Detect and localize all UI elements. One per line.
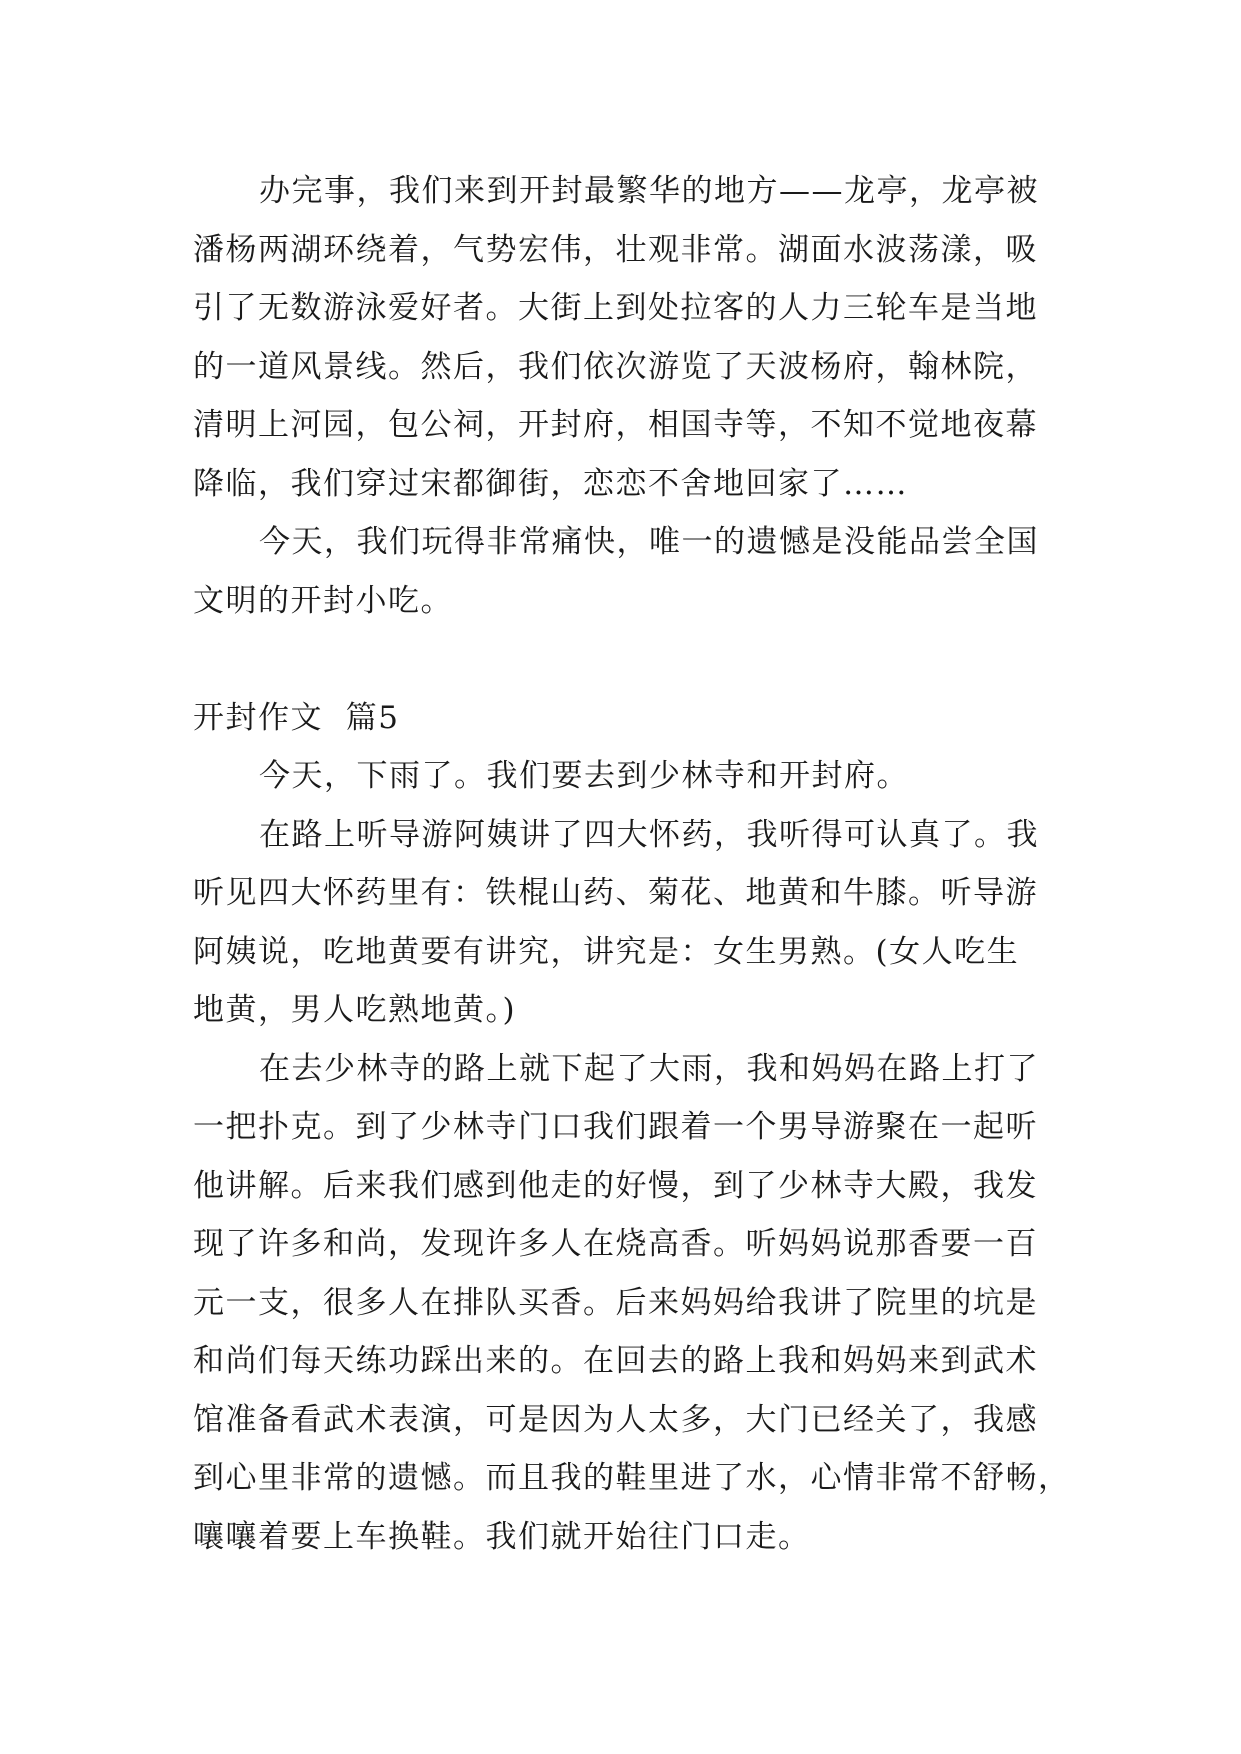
text-line: 文明的开封小吃。 — [193, 582, 453, 619]
document-page — [193, 162, 1071, 1566]
text-line: 地黄，男人吃熟地黄。) — [193, 992, 517, 1028]
text-line: 今天，下雨了。我们要去到少林寺和开封府。 — [259, 758, 909, 794]
text-line: 元一支，很多人在排队买香。后来妈妈给我讲了院里的坑是 — [193, 1284, 1038, 1321]
paragraph — [193, 513, 1053, 630]
text-line: 潘杨两湖环绕着，气势宏伟，壮观非常。湖面水波荡漾，吸 — [193, 231, 1038, 268]
text-line: 办完事，我们来到开封最繁华的地方——龙亭，龙亭被 — [259, 173, 1039, 209]
text-line: 嚷嚷着要上车换鞋。我们就开始往门口走。 — [193, 1518, 811, 1555]
text-line: 清明上河园，包公祠，开封府，相国寺等，不知不觉地夜幕 — [193, 407, 1038, 443]
essay-heading: 开封作文 篇5 — [193, 699, 400, 736]
text-line: 引了无数游泳爱好者。大街上到处拉客的人力三轮车是当地 — [193, 290, 1038, 326]
text-line: 在去少林寺的路上就下起了大雨，我和妈妈在路上打了 — [259, 1050, 1039, 1087]
paragraph — [193, 162, 1053, 513]
text-line: 今天，我们玩得非常痛快，唯一的遗憾是没能品尝全国 — [259, 524, 1039, 560]
paragraph — [193, 806, 1053, 1040]
text-line: 的一道风景线。然后，我们依次游览了天波杨府，翰林院， — [193, 348, 1038, 385]
paragraph — [193, 747, 1053, 806]
paragraph — [193, 1040, 1071, 1567]
text-line: 到心里非常的遗憾。而且我的鞋里进了水，心情非常不舒畅， — [193, 1460, 1071, 1496]
text-line: 降临，我们穿过宋都御街，恋恋不舍地回家了…… — [193, 465, 908, 502]
text-line: 一把扑克。到了少林寺门口我们跟着一个男导游聚在一起听 — [193, 1109, 1038, 1145]
text-line: 和尚们每天练功踩出来的。在回去的路上我和妈妈来到武术 — [193, 1343, 1038, 1379]
text-line: 阿姨说，吃地黄要有讲究，讲究是：女生男熟。(女人吃生 — [193, 933, 1020, 970]
text-line: 馆准备看武术表演，可是因为人太多，大门已经关了，我感 — [193, 1401, 1038, 1438]
text-line: 听见四大怀药里有：铁棍山药、菊花、地黄和牛膝。听导游 — [193, 875, 1038, 911]
blank-line — [193, 630, 1053, 689]
text-line: 现了许多和尚，发现许多人在烧高香。听妈妈说那香要一百 — [193, 1226, 1038, 1262]
text-line: 他讲解。后来我们感到他走的好慢，到了少林寺大殿，我发 — [193, 1167, 1038, 1204]
text-line: 在路上听导游阿姨讲了四大怀药，我听得可认真了。我 — [259, 816, 1039, 853]
